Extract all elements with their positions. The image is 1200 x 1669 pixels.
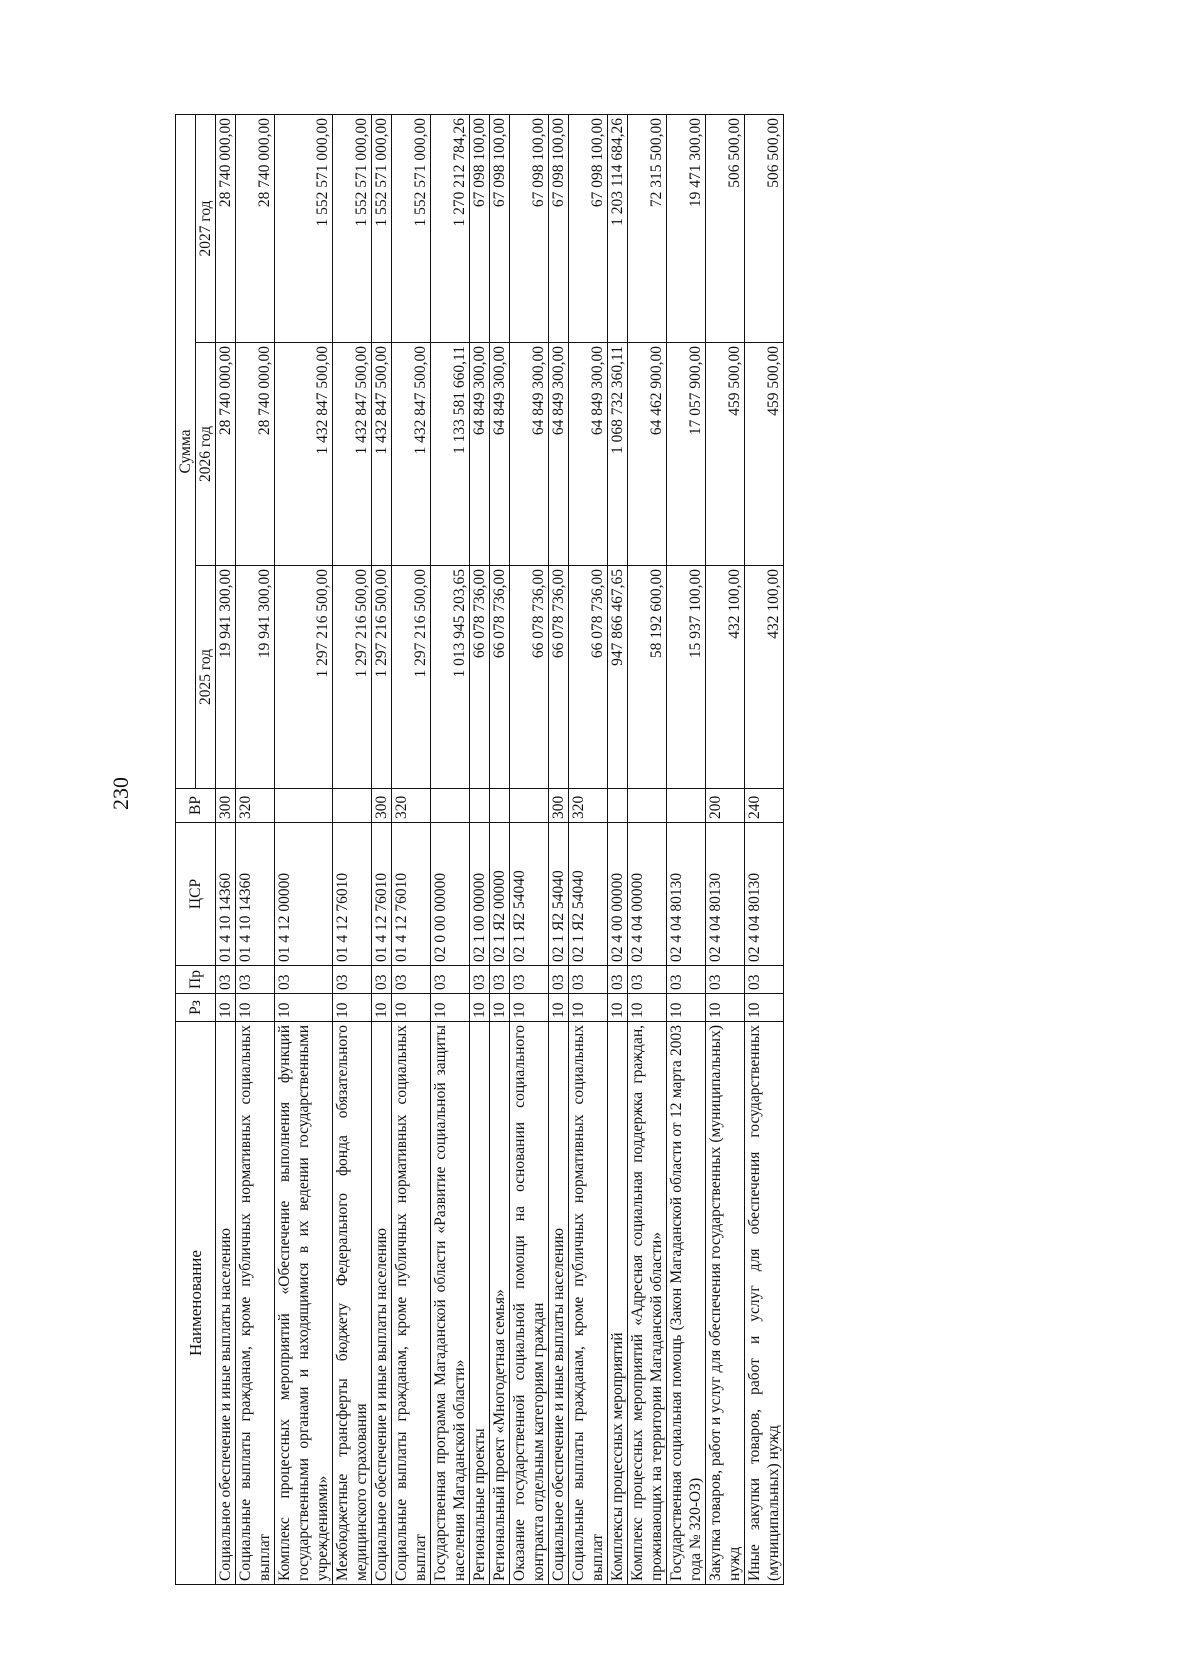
row-amount-2027: 1 552 571 000,00 bbox=[372, 114, 392, 342]
row-amount-2025: 66 078 736,00 bbox=[470, 566, 490, 789]
row-pr: 03 bbox=[490, 966, 510, 994]
table-row bbox=[510, 114, 549, 1584]
row-name: Социальное обеспечение и иные выплаты населению bbox=[372, 1022, 392, 1585]
row-amount-2025: 66 078 736,00 bbox=[569, 566, 608, 789]
row-name: Государственная социальная помощь (Закон Магаданской области от 12 марта 2003 года № 320-ОЗ) bbox=[667, 1022, 706, 1585]
row-amount-2026: 1 068 732 360,11 bbox=[608, 343, 628, 566]
row-amount-2025: 1 297 216 500,00 bbox=[372, 566, 392, 789]
header-2027: 2027 год bbox=[196, 114, 216, 342]
row-amount-2027: 67 098 100,00 bbox=[470, 114, 490, 342]
row-name: Иные закупки товаров, работ и услуг для обеспечения государственных (муниципальных) нужд bbox=[745, 1022, 784, 1585]
row-pr: 03 bbox=[549, 966, 569, 994]
row-amount-2027: 19 471 300,00 bbox=[667, 114, 706, 342]
row-pr: 03 bbox=[628, 966, 667, 994]
row-rz: 10 bbox=[490, 994, 510, 1022]
row-amount-2027: 1 552 571 000,00 bbox=[275, 114, 333, 342]
row-vr: 200 bbox=[706, 789, 745, 823]
row-amount-2026: 28 740 000,00 bbox=[216, 343, 236, 566]
row-rz: 10 bbox=[236, 994, 275, 1022]
row-pr: 03 bbox=[333, 966, 372, 994]
table-row bbox=[216, 114, 236, 1584]
row-amount-2025: 19 941 300,00 bbox=[236, 566, 275, 789]
row-csr: 02 1 00 00000 bbox=[470, 823, 490, 966]
table-row bbox=[569, 114, 608, 1584]
row-csr: 01 4 12 76010 bbox=[392, 823, 431, 966]
row-amount-2027: 1 552 571 000,00 bbox=[333, 114, 372, 342]
header-rz: Рз bbox=[176, 994, 216, 1022]
row-amount-2027: 67 098 100,00 bbox=[569, 114, 608, 342]
row-name: Оказание государственной социальной помощи на основании социального контракта отдельным категориям граждан bbox=[510, 1022, 549, 1585]
row-vr bbox=[333, 789, 372, 823]
row-csr: 02 1 Я2 00000 bbox=[490, 823, 510, 966]
row-vr: 300 bbox=[216, 789, 236, 823]
row-amount-2026: 1 133 581 660,11 bbox=[431, 343, 470, 566]
row-amount-2026: 1 432 847 500,00 bbox=[333, 343, 372, 566]
row-pr: 03 bbox=[431, 966, 470, 994]
row-amount-2026: 64 849 300,00 bbox=[549, 343, 569, 566]
row-rz: 10 bbox=[431, 994, 470, 1022]
row-amount-2026: 1 432 847 500,00 bbox=[392, 343, 431, 566]
row-name: Региональный проект «Многодетная семья» bbox=[490, 1022, 510, 1585]
row-name: Социальное обеспечение и иные выплаты населению bbox=[549, 1022, 569, 1585]
table-row bbox=[236, 114, 275, 1584]
budget-table bbox=[175, 114, 784, 1585]
row-csr: 01 4 12 76010 bbox=[372, 823, 392, 966]
row-name: Социальные выплаты гражданам, кроме публичных нормативных социальных выплат bbox=[236, 1022, 275, 1585]
row-vr: 300 bbox=[549, 789, 569, 823]
row-amount-2027: 28 740 000,00 bbox=[216, 114, 236, 342]
row-amount-2025: 66 078 736,00 bbox=[510, 566, 549, 789]
row-csr: 02 4 04 00000 bbox=[628, 823, 667, 966]
row-amount-2027: 1 203 114 684,26 bbox=[608, 114, 628, 342]
row-rz: 10 bbox=[745, 994, 784, 1022]
row-rz: 10 bbox=[628, 994, 667, 1022]
row-name: Государственная программа Магаданской области «Развитие социальной защиты населения Магаданской области» bbox=[431, 1022, 470, 1585]
row-amount-2027: 1 270 212 784,26 bbox=[431, 114, 470, 342]
header-2025: 2025 год bbox=[196, 566, 216, 789]
row-amount-2025: 1 297 216 500,00 bbox=[392, 566, 431, 789]
row-csr: 01 4 10 14360 bbox=[216, 823, 236, 966]
row-amount-2025: 15 937 100,00 bbox=[667, 566, 706, 789]
row-amount-2025: 66 078 736,00 bbox=[490, 566, 510, 789]
row-amount-2026: 1 432 847 500,00 bbox=[275, 343, 333, 566]
row-csr: 02 0 00 00000 bbox=[431, 823, 470, 966]
row-amount-2027: 506 500,00 bbox=[745, 114, 784, 342]
row-amount-2027: 67 098 100,00 bbox=[510, 114, 549, 342]
row-csr: 01 4 10 14360 bbox=[236, 823, 275, 966]
table-row bbox=[490, 114, 510, 1584]
row-name: Закупка товаров, работ и услуг для обеспечения государственных (муниципальных) нужд bbox=[706, 1022, 745, 1585]
row-csr: 02 4 04 80130 bbox=[745, 823, 784, 966]
row-amount-2025: 432 100,00 bbox=[745, 566, 784, 789]
row-pr: 03 bbox=[216, 966, 236, 994]
row-vr: 320 bbox=[236, 789, 275, 823]
row-rz: 10 bbox=[510, 994, 549, 1022]
row-amount-2025: 58 192 600,00 bbox=[628, 566, 667, 789]
row-pr: 03 bbox=[392, 966, 431, 994]
row-vr: 320 bbox=[569, 789, 608, 823]
row-amount-2026: 64 462 900,00 bbox=[628, 343, 667, 566]
row-rz: 10 bbox=[569, 994, 608, 1022]
row-name: Комплекс процессных мероприятий «Адресная социальная поддержка граждан, проживающих на территории Магаданской области» bbox=[628, 1022, 667, 1585]
row-amount-2026: 1 432 847 500,00 bbox=[372, 343, 392, 566]
row-csr: 02 4 00 00000 bbox=[608, 823, 628, 966]
row-csr: 02 1 Я2 54040 bbox=[510, 823, 549, 966]
row-amount-2027: 67 098 100,00 bbox=[549, 114, 569, 342]
row-amount-2026: 459 500,00 bbox=[706, 343, 745, 566]
table-row bbox=[745, 114, 784, 1584]
table-row bbox=[706, 114, 745, 1584]
table-row bbox=[667, 114, 706, 1584]
table-row bbox=[275, 114, 333, 1584]
row-pr: 03 bbox=[608, 966, 628, 994]
row-csr: 02 4 04 80130 bbox=[706, 823, 745, 966]
row-amount-2026: 64 849 300,00 bbox=[470, 343, 490, 566]
table-row bbox=[470, 114, 490, 1584]
table-row bbox=[392, 114, 431, 1584]
row-rz: 10 bbox=[470, 994, 490, 1022]
row-pr: 03 bbox=[569, 966, 608, 994]
row-pr: 03 bbox=[470, 966, 490, 994]
row-rz: 10 bbox=[216, 994, 236, 1022]
header-sum: Сумма bbox=[176, 114, 196, 788]
row-pr: 03 bbox=[372, 966, 392, 994]
table-row bbox=[608, 114, 628, 1584]
header-csr: ЦСР bbox=[176, 823, 216, 966]
row-vr bbox=[275, 789, 333, 823]
row-amount-2025: 947 866 467,65 bbox=[608, 566, 628, 789]
row-amount-2026: 17 057 900,00 bbox=[667, 343, 706, 566]
budget-table-page bbox=[175, 115, 1060, 1585]
row-rz: 10 bbox=[333, 994, 372, 1022]
row-pr: 03 bbox=[275, 966, 333, 994]
row-csr: 02 1 Я2 54040 bbox=[549, 823, 569, 966]
row-name: Комплексы процессных мероприятий bbox=[608, 1022, 628, 1585]
row-amount-2026: 64 849 300,00 bbox=[569, 343, 608, 566]
row-vr bbox=[608, 789, 628, 823]
row-amount-2025: 1 013 945 203,65 bbox=[431, 566, 470, 789]
row-rz: 10 bbox=[549, 994, 569, 1022]
row-amount-2025: 1 297 216 500,00 bbox=[275, 566, 333, 789]
row-csr: 01 4 12 76010 bbox=[333, 823, 372, 966]
row-name: Социальные выплаты гражданам, кроме публичных нормативных социальных выплат bbox=[569, 1022, 608, 1585]
header-row bbox=[176, 114, 196, 1584]
row-name: Комплекс процессных мероприятий «Обеспечение выполнения функций государственными органами и находящимися в их ведении государственными учреждениями» bbox=[275, 1022, 333, 1585]
row-vr bbox=[470, 789, 490, 823]
row-amount-2027: 506 500,00 bbox=[706, 114, 745, 342]
row-vr bbox=[490, 789, 510, 823]
row-vr bbox=[431, 789, 470, 823]
row-rz: 10 bbox=[372, 994, 392, 1022]
row-amount-2027: 28 740 000,00 bbox=[236, 114, 275, 342]
row-pr: 03 bbox=[667, 966, 706, 994]
row-pr: 03 bbox=[706, 966, 745, 994]
row-amount-2025: 432 100,00 bbox=[706, 566, 745, 789]
row-amount-2026: 64 849 300,00 bbox=[510, 343, 549, 566]
table-row bbox=[372, 114, 392, 1584]
table-row bbox=[431, 114, 470, 1584]
header-vr: ВР bbox=[176, 789, 216, 823]
row-rz: 10 bbox=[608, 994, 628, 1022]
row-name: Социальное обеспечение и иные выплаты населению bbox=[216, 1022, 236, 1585]
row-csr: 02 1 Я2 54040 bbox=[569, 823, 608, 966]
header-2026: 2026 год bbox=[196, 343, 216, 566]
row-amount-2026: 64 849 300,00 bbox=[490, 343, 510, 566]
row-name: Межбюджетные трансферты бюджету Федерального фонда обязательного медицинского страхования bbox=[333, 1022, 372, 1585]
table-row bbox=[628, 114, 667, 1584]
row-amount-2027: 72 315 500,00 bbox=[628, 114, 667, 342]
row-vr bbox=[510, 789, 549, 823]
table-row bbox=[333, 114, 372, 1584]
row-csr: 02 4 04 80130 bbox=[667, 823, 706, 966]
table-row bbox=[549, 114, 569, 1584]
row-amount-2025: 66 078 736,00 bbox=[549, 566, 569, 789]
row-vr: 240 bbox=[745, 789, 784, 823]
row-rz: 10 bbox=[667, 994, 706, 1022]
row-amount-2027: 1 552 571 000,00 bbox=[392, 114, 431, 342]
row-pr: 03 bbox=[745, 966, 784, 994]
row-name: Социальные выплаты гражданам, кроме публичных нормативных социальных выплат bbox=[392, 1022, 431, 1585]
row-amount-2025: 19 941 300,00 bbox=[216, 566, 236, 789]
row-name: Региональные проекты bbox=[470, 1022, 490, 1585]
row-rz: 10 bbox=[706, 994, 745, 1022]
row-vr: 300 bbox=[372, 789, 392, 823]
row-vr bbox=[667, 789, 706, 823]
row-csr: 01 4 12 00000 bbox=[275, 823, 333, 966]
row-rz: 10 bbox=[392, 994, 431, 1022]
row-vr bbox=[628, 789, 667, 823]
row-amount-2027: 67 098 100,00 bbox=[490, 114, 510, 342]
row-amount-2026: 28 740 000,00 bbox=[236, 343, 275, 566]
row-pr: 03 bbox=[236, 966, 275, 994]
row-rz: 10 bbox=[275, 994, 333, 1022]
row-amount-2026: 459 500,00 bbox=[745, 343, 784, 566]
page-number: 230 bbox=[108, 777, 133, 810]
row-vr: 320 bbox=[392, 789, 431, 823]
header-pr: Пр bbox=[176, 966, 216, 994]
header-name: Наименование bbox=[176, 1022, 216, 1585]
row-amount-2025: 1 297 216 500,00 bbox=[333, 566, 372, 789]
row-pr: 03 bbox=[510, 966, 549, 994]
